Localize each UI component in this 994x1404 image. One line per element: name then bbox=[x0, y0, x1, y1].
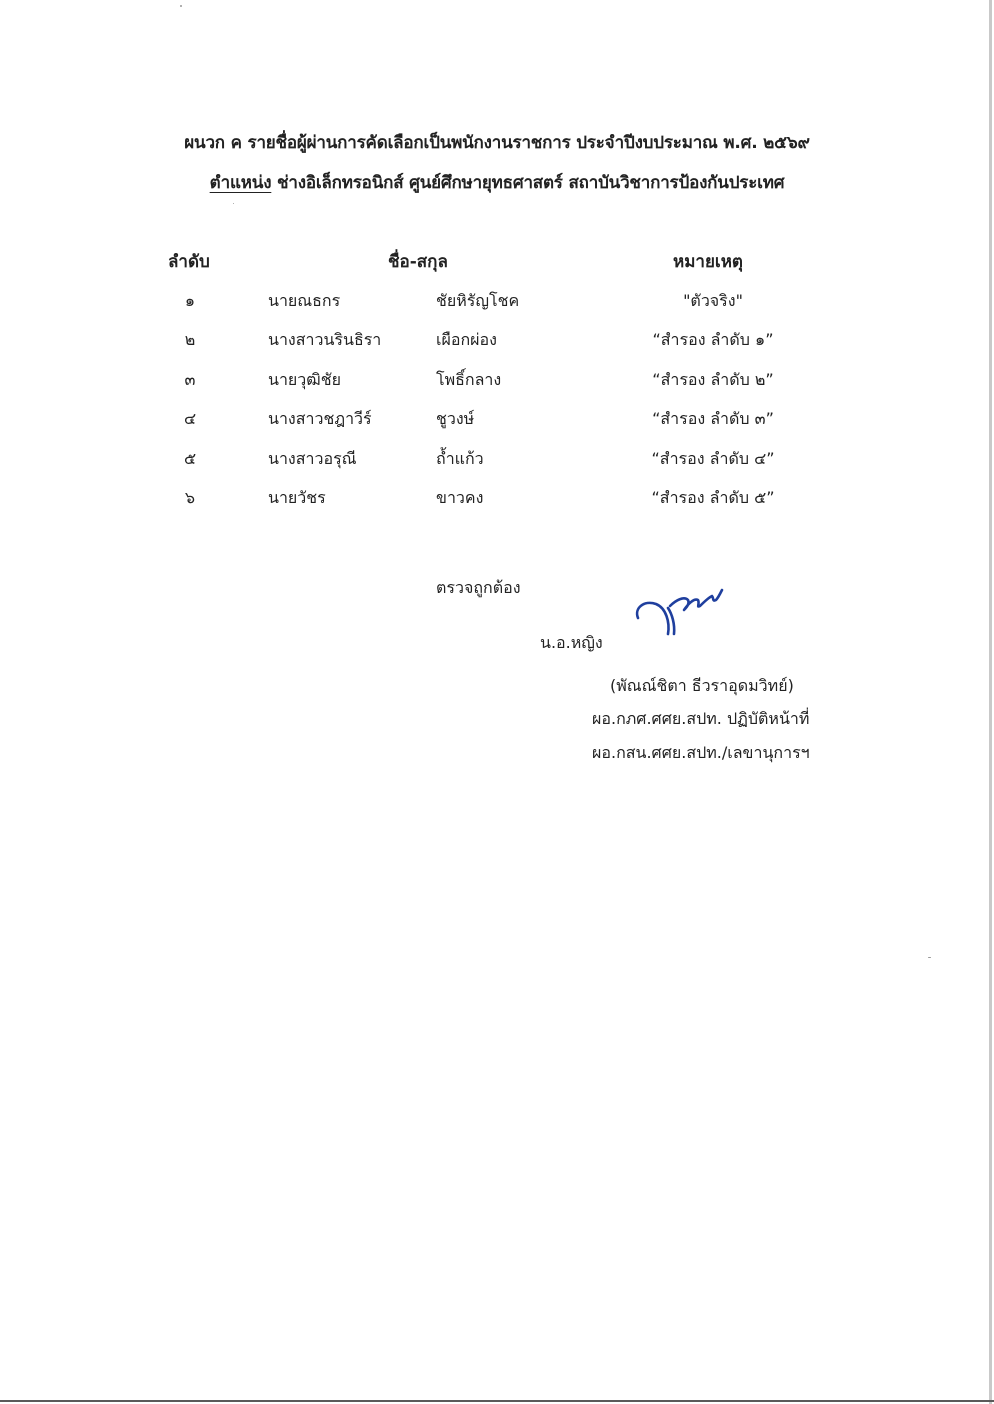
document-title: ผนวก ค รายชื่อผู้ผ่านการคัดเลือกเป็นพนักงานราชการ ประจำปีงบประมาณ พ.ศ. ๒๕๖๙ bbox=[184, 133, 810, 153]
row-last-name: ชัยหิรัญโชค bbox=[436, 291, 520, 310]
row-number: ๒ bbox=[184, 330, 196, 349]
signer-position-1: ผอ.กภศ.ศศย.สปท. ปฏิบัติหน้าที่ bbox=[592, 709, 810, 728]
row-first-name: นายวัชร bbox=[268, 488, 326, 507]
position-text: ช่างอิเล็กทรอนิกส์ ศูนย์ศึกษายุทธศาสตร์ สถาบันวิชาการป้องกันประเทศ bbox=[271, 173, 785, 193]
handwritten-signature bbox=[630, 578, 730, 648]
row-last-name: ถ้ำแก้ว bbox=[436, 449, 484, 468]
checked-correct-text: ตรวจถูกต้อง bbox=[436, 578, 521, 597]
signer-rank: น.อ.หญิง bbox=[540, 633, 603, 652]
row-first-name: นายวุฒิชัย bbox=[268, 370, 341, 389]
scan-speck bbox=[180, 5, 182, 7]
row-note: "ตัวจริง" bbox=[683, 291, 743, 310]
table-row bbox=[0, 328, 994, 358]
row-note: “สำรอง ลำดับ ๑” bbox=[652, 330, 774, 349]
row-first-name: นางสาวชฎาวีร์ bbox=[268, 409, 372, 428]
column-header-order: ลำดับ bbox=[168, 252, 210, 272]
signer-position-2: ผอ.กสน.ศศย.สปท./เลขานุการฯ bbox=[592, 743, 810, 762]
row-note: “สำรอง ลำดับ ๔” bbox=[651, 449, 775, 468]
table-row bbox=[0, 486, 994, 516]
row-last-name: ขาวคง bbox=[436, 488, 484, 507]
table-row bbox=[0, 289, 994, 319]
page-right-edge bbox=[989, 0, 992, 1404]
row-number: ๔ bbox=[183, 409, 197, 428]
row-last-name: เผือกผ่อง bbox=[436, 330, 497, 349]
row-last-name: โพธิ์กลาง bbox=[436, 370, 502, 389]
row-note: “สำรอง ลำดับ ๓” bbox=[652, 409, 774, 428]
signer-name: (พัณณ์ชิตา ธีวราอุดมวิทย์) bbox=[610, 676, 794, 695]
row-first-name: นางสาวนรินธิรา bbox=[268, 330, 382, 349]
row-number: ๓ bbox=[184, 370, 196, 389]
row-number: ๕ bbox=[183, 449, 197, 468]
row-note: “สำรอง ลำดับ ๒” bbox=[652, 370, 774, 389]
scan-speck bbox=[928, 957, 931, 958]
row-first-name: นางสาวอรุณี bbox=[268, 449, 357, 468]
row-note: “สำรอง ลำดับ ๕” bbox=[651, 488, 775, 507]
table-row bbox=[0, 407, 994, 437]
table-row bbox=[0, 368, 994, 398]
row-number: ๖ bbox=[184, 488, 196, 507]
page-bottom-edge bbox=[0, 1400, 994, 1402]
row-number: ๑ bbox=[184, 291, 196, 310]
row-first-name: นายณธกร bbox=[268, 291, 341, 310]
position-line bbox=[0, 169, 994, 196]
position-label: ตำแหน่ง bbox=[209, 173, 272, 193]
row-last-name: ชูวงษ์ bbox=[436, 409, 475, 428]
table-row bbox=[0, 447, 994, 477]
scan-speck bbox=[233, 203, 234, 204]
column-header-note: หมายเหตุ bbox=[673, 252, 743, 272]
column-header-name: ชื่อ-สกุล bbox=[388, 252, 448, 272]
